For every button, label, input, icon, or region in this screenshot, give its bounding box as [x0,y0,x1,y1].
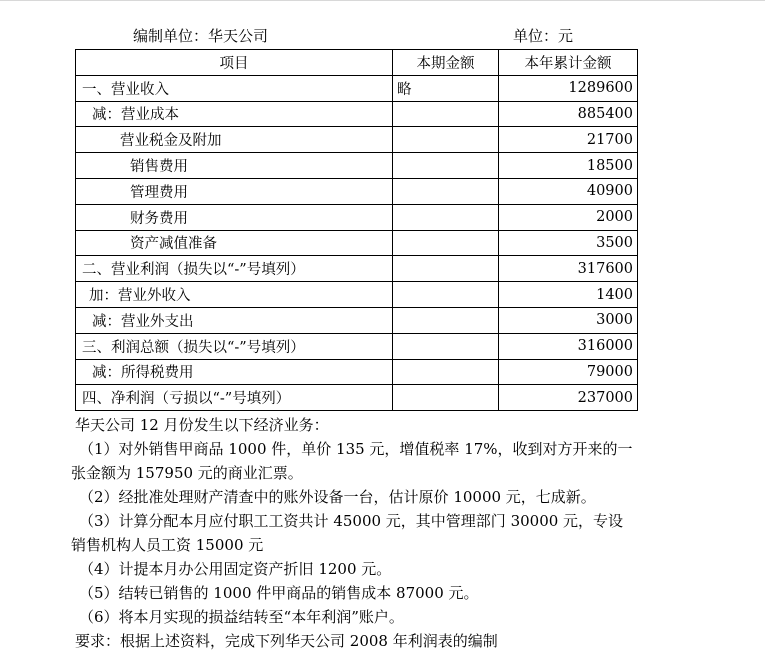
table-header-row [76,50,638,76]
column-header-ytd: 本年累计金额 [499,50,638,76]
row-label: 减：营业外支出 [76,307,393,333]
row-ytd-amount: 237000 [499,385,638,411]
requirement-text: 要求：根据上述资料，完成下列华天公司 2008 年利润表的编制 [75,632,498,650]
table-row [76,127,638,153]
income-statement-table [75,49,638,411]
table-row [76,282,638,308]
intro-text: 华天公司 12 月份发生以下经济业务： [75,416,329,434]
row-current-amount [393,307,499,333]
row-label: 营业税金及附加 [76,127,393,153]
row-ytd-amount: 316000 [499,333,638,359]
business-item [75,485,755,509]
table-row [76,101,638,127]
row-label: 一、营业收入 [76,75,393,101]
table-row [76,385,638,411]
row-current-amount [393,204,499,230]
row-ytd-amount: 1400 [499,282,638,308]
table-row [76,153,638,179]
row-current-amount [393,230,499,256]
business-item-continuation: 销售机构人员工资 15000 元 [71,536,264,554]
business-item [75,581,755,605]
row-label: 财务费用 [76,204,393,230]
row-label: 加：营业外收入 [76,282,393,308]
table-row [76,307,638,333]
row-label: 资产减值准备 [76,230,393,256]
business-item-continuation: 张金额为 157950 元的商业汇票。 [71,464,303,482]
column-header-current: 本期金额 [393,50,499,76]
row-ytd-amount: 885400 [499,101,638,127]
row-ytd-amount: 79000 [499,359,638,385]
row-label: 销售费用 [76,153,393,179]
row-label: 减：所得税费用 [76,359,393,385]
business-item-text: （2）经批准处理财产清查中的账外设备一台，估计原价 10000 元，七成新。 [79,488,596,506]
table-row [76,230,638,256]
row-current-amount [393,359,499,385]
business-item [71,437,755,485]
business-item [75,605,755,629]
row-current-amount [393,256,499,282]
business-item [75,557,755,581]
row-ytd-amount: 317600 [499,256,638,282]
row-label: 四、净利润（亏损以“-”号填列） [76,385,393,411]
row-ytd-amount: 3500 [499,230,638,256]
business-item-text: （3）计算分配本月应付职工工资共计 45000 元，其中管理部门 30000 元，专设 [79,512,624,530]
column-header-item: 项目 [76,50,393,76]
row-ytd-amount: 2000 [499,204,638,230]
compiling-unit: 编制单位：华天公司 [133,27,269,45]
table-row [76,333,638,359]
business-item-text: （6）将本月实现的损益结转至“本年利润”账户。 [79,608,404,626]
row-ytd-amount: 1289600 [499,75,638,101]
business-item-text: （1）对外销售甲商品 1000 件，单价 135 元，增值税率 17%，收到对方开来的一 [79,440,633,458]
row-current-amount [393,385,499,411]
row-label: 管理费用 [76,178,393,204]
row-label: 减：营业成本 [76,101,393,127]
row-current-amount [393,127,499,153]
row-current-amount [393,101,499,127]
row-current-amount [393,333,499,359]
currency-unit: 单位：元 [513,27,574,45]
business-item-text: （5）结转已销售的 1000 件甲商品的销售成本 87000 元。 [79,584,479,602]
business-item-text: （4）计提本月办公用固定资产折旧 1200 元。 [79,560,392,578]
row-ytd-amount: 3000 [499,307,638,333]
row-current-amount [393,282,499,308]
table-row [76,204,638,230]
row-current-amount: 略 [393,75,499,101]
top-divider [0,0,765,1]
table-row [76,359,638,385]
business-description [71,413,755,653]
row-current-amount [393,178,499,204]
row-current-amount [393,153,499,179]
row-label: 三、利润总额（损失以“-”号填列） [76,333,393,359]
business-item [71,509,755,557]
row-ytd-amount: 40900 [499,178,638,204]
row-ytd-amount: 18500 [499,153,638,179]
table-row [76,178,638,204]
row-ytd-amount: 21700 [499,127,638,153]
row-label: 二、营业利润（损失以“-”号填列） [76,256,393,282]
table-row [76,256,638,282]
table-row [76,75,638,101]
